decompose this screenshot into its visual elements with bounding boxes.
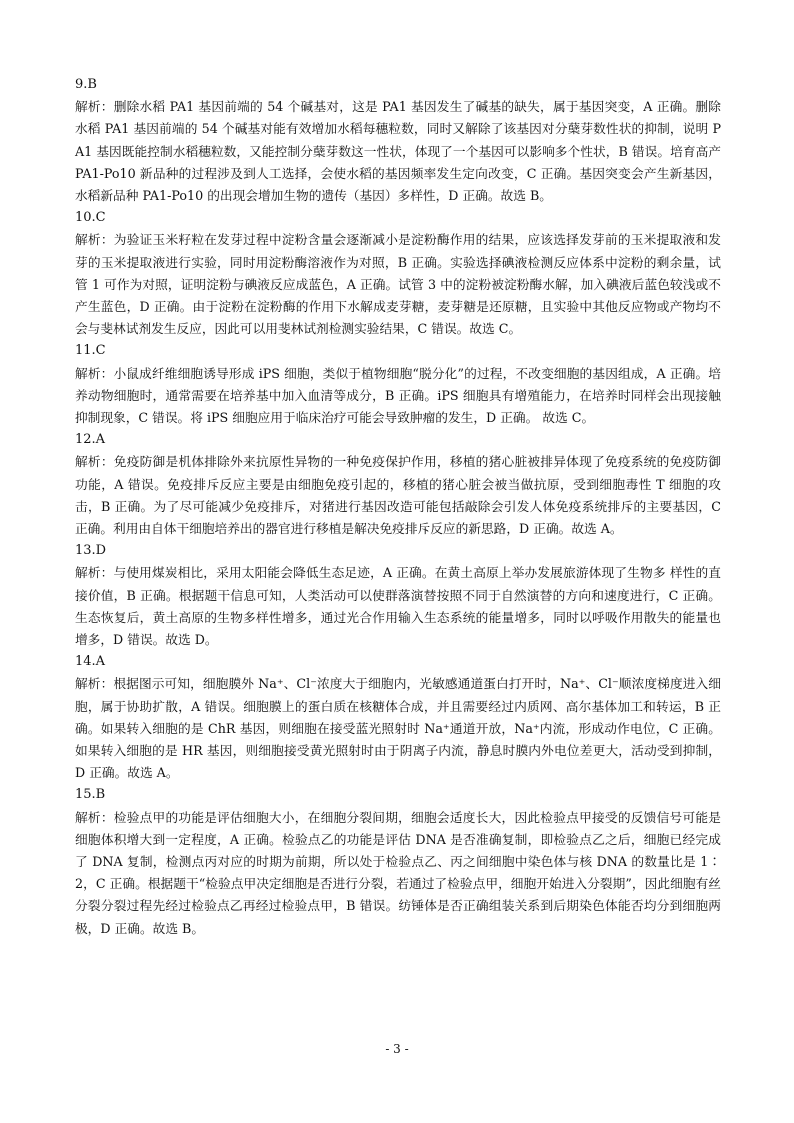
answer-item-14 [75,651,721,784]
answer-explanation: 解析：为验证玉米籽粒在发芽过程中淀粉含量会逐渐减小是淀粉酶作用的结果，应该选择发芽前的玉米提取液和发芽的玉米提取液进行实验，同时用淀粉酶溶液作为对照，B 正确。实验选择碘液检测反应体系中淀粉的剩余量，试管 1 可作为对照，证明淀粉与碘液反应成蓝色，A 正确。试管 3 中的淀粉被淀粉酶水解，加入碘液后蓝色较浅或不产生蓝色，D 正确。由于淀粉在淀粉酶的作用下水解成麦芽糖，麦芽糖是还原糖，且实验中其他反应物或产物均不会与斐林试剂发生反应，因此可以用斐林试剂检测实验结果，C 错误。故选 C。 [75,232,721,337]
answer-label: 15.B [75,787,106,803]
answer-label: 13.D [75,543,107,559]
answer-label: 10.C [75,210,106,226]
answer-item-15 [75,784,721,939]
answer-label: 11.C [75,343,106,359]
answer-explanation: 解析：删除水稻 PA1 基因前端的 54 个碱基对，这是 PA1 基因发生了碱基的缺失，属于基因突变，A 正确。删除水稻 PA1 基因前端的 54 个碱基对能有效增加水稻每穗粒数，同时又解除了该基因对分蘖芽数性状的抑制，说明 PA1 基因既能控制水稻穗粒数，又能控制分蘖芽数这一性状，体现了一个基因可以影响多个性状，B 错误。培育高产 PA1-Po10 新品种的过程涉及到人工选择，会使水稻的基因频率发生定向改变，C 正确。基因突变会产生新基因，水稻新品种 PA1-Po10 的出现会增加生物的遗传（基因）多样性，D 正确。故选 B。 [75,99,721,203]
answer-explanation: 解析：与使用煤炭相比，采用太阳能会降低生态足迹，A 正确。在黄土高原上举办发展旅游体现了生物多 样性的直接价值，B 正确。根据题干信息可知，人类活动可以使群落演替按照不同于自然演替的方向和速度进行，C 正确。生态恢复后，黄土高原的生物多样性增多，通过光合作用输入生态系统的能量增多，同时以呼吸作用散失的能量也增多，D 错误。故选 D。 [75,565,721,647]
answer-item-9 [75,74,721,207]
answer-explanation: 解析：小鼠成纤维细胞诱导形成 iPS 细胞，类似于植物细胞“脱分化”的过程，不改变细胞的基因组成，A 正确。培养动物细胞时，通常需要在培养基中加入血清等成分，B 正确。iPS 细胞具有增殖能力，在培养时同样会出现接触抑制现象，C 错误。将 iPS 细胞应用于临床治疗可能会导致肿瘤的发生，D 正确。 故选 C。 [75,365,721,425]
answer-item-12 [75,429,721,540]
answer-item-11 [75,340,721,429]
page-number: - 3 - [385,1042,409,1056]
answer-label: 14.A [75,654,106,670]
answer-label: 9.B [75,77,97,92]
answer-key-content [75,74,721,940]
answer-explanation: 解析：根据图示可知，细胞膜外 Na⁺、Cl⁻浓度大于细胞内，光敏感通道蛋白打开时，Na⁺、Cl⁻顺浓度梯度进入细胞，属于协助扩散，A 错误。细胞膜上的蛋白质在核糖体合成，并且需要经过内质网、高尔基体加工和转运，B 正确。如果转入细胞的是 ChR 基因，则细胞在接受蓝光照射时 Na⁺通道开放，Na⁺内流，形成动作电位，C 正确。如果转入细胞的是 HR 基因，则细胞接受黄光照射时由于阴离子内流，静息时膜内外电位差更大，活动受到抑制，D 正确。故选 A。 [75,676,721,781]
answer-item-13 [75,540,721,651]
answer-explanation: 解析：免疫防御是机体排除外来抗原性异物的一种免疫保护作用，移植的猪心脏被排异体现了免疫系统的免疫防御功能，A 错误。免疫排斥反应主要是由细胞免疫引起的，移植的猪心脏会被当做抗原，受到细胞毒性 T 细胞的攻击，B 正确。为了尽可能减少免疫排斥，对猪进行基因改造可能包括敲除会引发人体免疫系统排斥的主要基因，C 正确。利用由自体干细胞培养出的器官进行移植是解决免疫排斥反应的新思路，D 正确。故选 A。 [75,454,721,536]
answer-label: 12.A [75,432,106,448]
answer-item-10 [75,207,721,340]
answer-explanation: 解析：检验点甲的功能是评估细胞大小，在细胞分裂间期，细胞会适度长大，因此检验点甲接受的反馈信号可能是细胞体积增大到一定程度，A 正确。检验点乙的功能是评估 DNA 是否准确复制，即检验点乙之后，细胞已经完成了 DNA 复制，检测点丙对应的时期为前期，所以处于检验点乙、丙之间细胞中染色体与核 DNA 的数量比是 1∶2，C 正确。根据题干“检验点甲决定细胞是否进行分裂，若通过了检验点甲，细胞开始进入分裂期”，因此细胞有丝分裂分裂过程先经过检验点乙再经过检验点甲，B 错误。纺锤体是否正确组装关系到后期染色体能否均分到细胞两极，D 正确。故选 B。 [75,809,721,936]
